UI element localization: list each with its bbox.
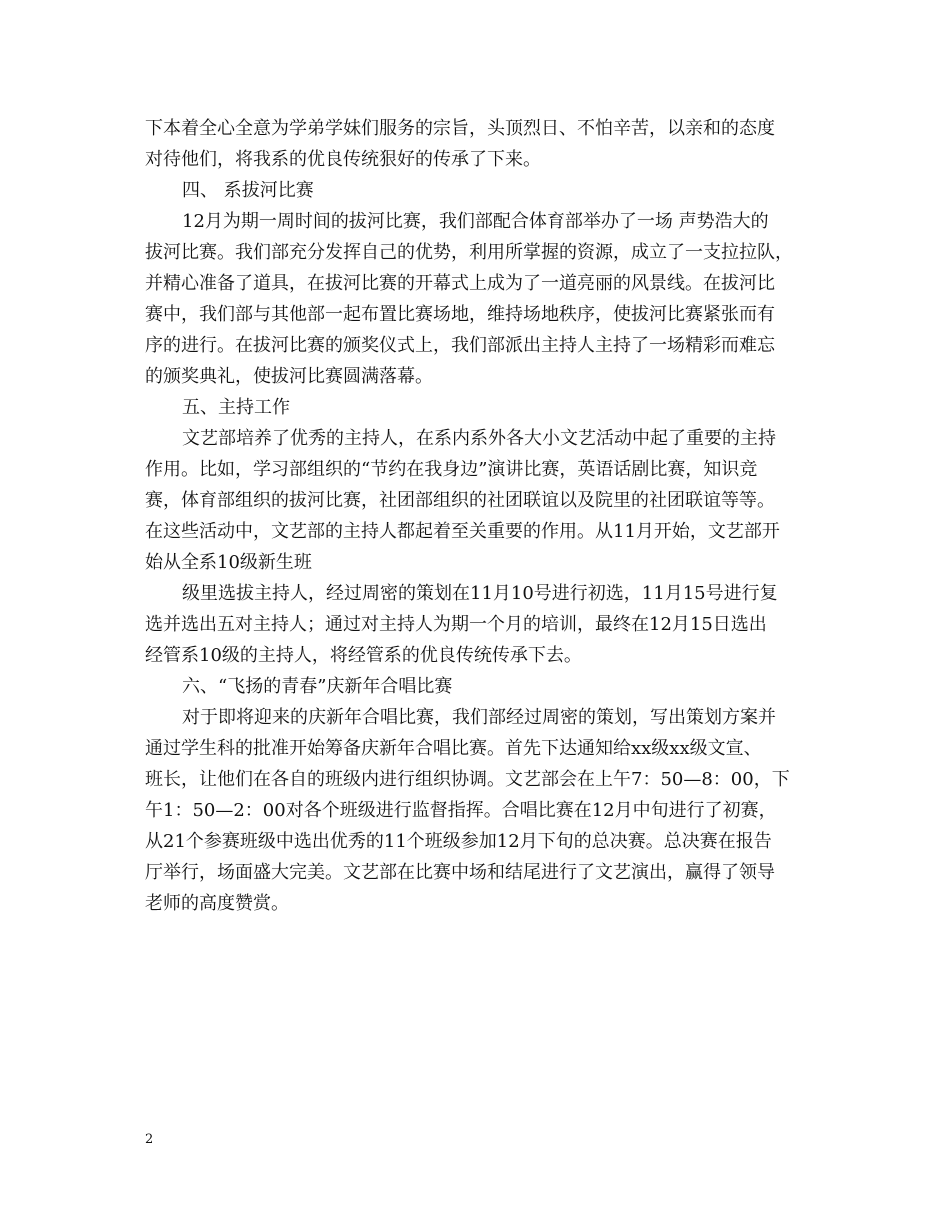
heading-text: 四、 系拔河比赛 (182, 180, 314, 201)
text-line: 赛中，我们部与其他部一起布置比赛场地，维持场地秩序，使拔河比赛紧张而有 (145, 304, 775, 325)
section-heading-hosting (145, 392, 807, 423)
text-line: 并精心准备了道具，在拔河比赛的开幕式上成为了一道亮丽的风景线。在拔河比 (145, 273, 775, 294)
text-line: 经管系10级的主持人，将经管系的优良传统传承下去。 (145, 645, 582, 666)
heading-text: 五、主持工作 (182, 397, 290, 418)
paragraph-chorus (145, 702, 807, 919)
paragraph-tug-of-war (145, 206, 807, 392)
text-line: 级里选拔主持人，经过周密的策划在11月10号进行初选，11月15号进行复 (182, 583, 778, 604)
text-line: 下本着全心全意为学弟学妹们服务的宗旨，头顶烈日、不怕辛苦，以亲和的态度 (145, 118, 775, 139)
text-line: 的颁奖典礼，使拔河比赛圆满落幕。 (145, 366, 433, 387)
heading-text: 六、“飞扬的青春”庆新年合唱比赛 (182, 676, 453, 697)
section-heading-tug-of-war (145, 175, 807, 206)
text-line: 午1：50—2：00对各个班级进行监督指挥。合唱比赛在12月中旬进行了初赛， (145, 800, 777, 821)
paragraph-hosting (145, 423, 807, 578)
section-heading-chorus (145, 671, 807, 702)
paragraph-hosting-selection (145, 578, 807, 671)
text-line: 始从全系10级新生班 (145, 552, 312, 573)
page-number: 2 (145, 1132, 154, 1147)
text-line: 12月为期一周时间的拔河比赛，我们部配合体育部举办了一场 声势浩大的 (182, 211, 769, 232)
paragraph-intro-continuation (145, 113, 807, 175)
document-body (145, 113, 807, 919)
text-line: 作用。比如，学习部组织的“节约在我身边”演讲比赛，英语话剧比赛，知识竞 (145, 459, 758, 480)
text-line: 文艺部培养了优秀的主持人，在系内系外各大小文艺活动中起了重要的主持 (182, 428, 776, 449)
text-line: 厅举行，场面盛大完美。文艺部在比赛中场和结尾进行了文艺演出，赢得了领导 (145, 862, 775, 883)
text-line: 序的进行。在拔河比赛的颁奖仪式上，我们部派出主持人主持了一场精彩而难忘 (145, 335, 775, 356)
text-line: 老师的高度赞赏。 (145, 893, 289, 914)
text-line: 在这些活动中，文艺部的主持人都起着至关重要的作用。从11月开始，文艺部开 (145, 521, 780, 542)
text-line: 拔河比赛。我们部充分发挥自己的优势，利用所掌握的资源，成立了一支拉拉队， (145, 242, 793, 263)
text-line: 对于即将迎来的庆新年合唱比赛，我们部经过周密的策划，写出策划方案并 (182, 707, 776, 728)
text-line: 班长，让他们在各自的班级内进行组织协调。文艺部会在上午7：50—8：00，下 (145, 769, 790, 790)
text-line: 对待他们，将我系的优良传统狠好的传承了下来。 (145, 149, 541, 170)
text-line: 赛，体育部组织的拔河比赛，社团部组织的社团联谊以及院里的社团联谊等等。 (145, 490, 775, 511)
text-line: 选并选出五对主持人；通过对主持人为期一个月的培训，最终在12月15日选出 (145, 614, 767, 635)
text-line: 从21个参赛班级中选出优秀的11个班级参加12月下旬的总决赛。总决赛在报告 (145, 831, 772, 852)
text-line: 通过学生科的批准开始筹备庆新年合唱比赛。首先下达通知给xx级xx级文宣、 (145, 738, 762, 759)
